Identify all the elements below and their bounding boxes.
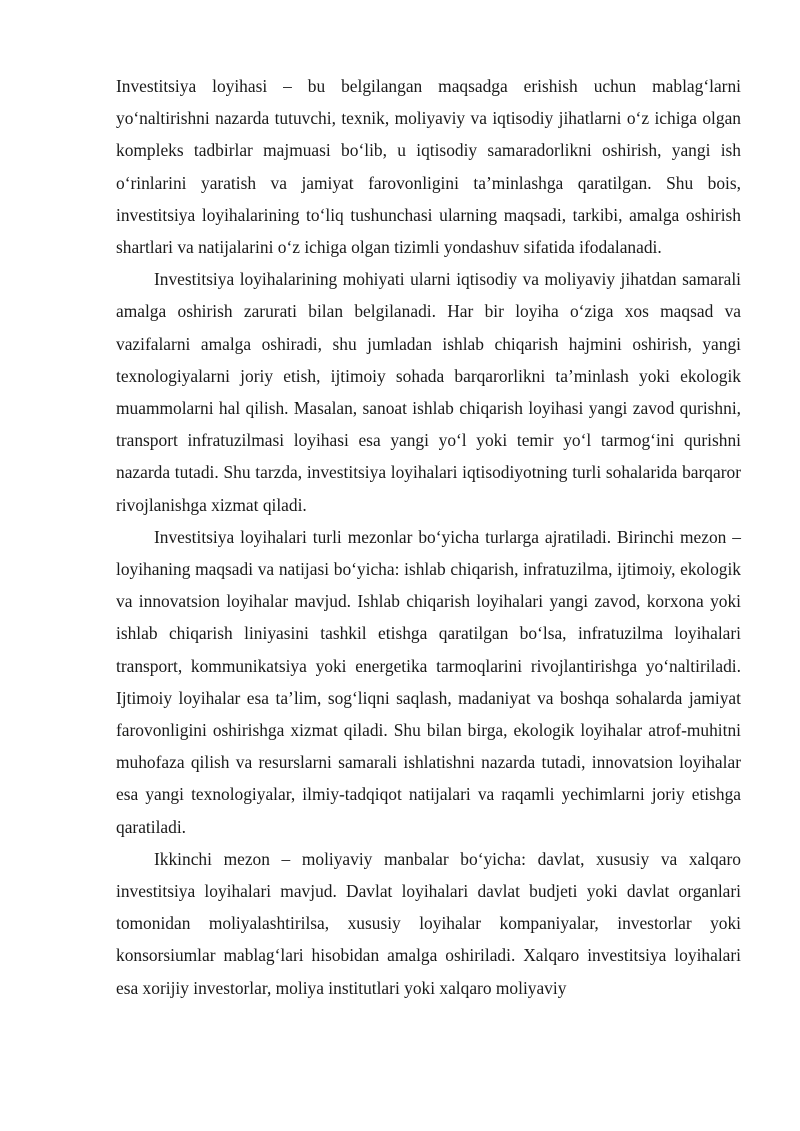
paragraph-1: Investitsiya loyihasi – bu belgilangan maqsadga erishish uchun mablag‘larni yo‘naltirishni nazarda tutuvchi, texnik, moliyaviy va iqtisodiy jihatlarni o‘z ichiga olgan kompleks tadbirlar majmuasi bo‘lib, u iqtisodiy samaradorlikni oshirish, yangi ish o‘rinlarini yaratish va jamiyat farovonligini ta’minlashga qaratilgan. Shu bois, investitsiya loyihalarining to‘liq tushunchasi ularning maqsadi, tarkibi, amalga oshirish shartlari va natijalarini o‘z ichiga olgan tizimli yondashuv sifatida ifodalanadi. xyxy=(116,76,741,258)
paragraph-2: Investitsiya loyihalarining mohiyati ularni iqtisodiy va moliyaviy jihatdan samarali amalga oshirish zarurati bilan belgilanadi. Har bir loyiha o‘ziga xos maqsad va vazifalarni amalga oshiradi, shu jumladan ishlab chiqarish hajmini oshirish, yangi texnologiyalarni joriy etish, ijtimoiy sohada barqarorlikni ta’minlash yoki ekologik muammolarni hal qilish. Masalan, sanoat ishlab chiqarish loyihasi yangi zavod qurishni, transport infratuzilmasi loyihasi esa yangi yo‘l yoki temir yo‘l tarmog‘ini qurishni nazarda tutadi. Shu tarzda, investitsiya loyihalari iqtisodiyotning turli sohalarida barqaror rivojlanishga xizmat qiladi. xyxy=(116,269,741,515)
paragraph-3: Investitsiya loyihalari turli mezonlar bo‘yicha turlarga ajratiladi. Birinchi mezon – loyihaning maqsadi va natijasi bo‘yicha: ishlab chiqarish, infratuzilma, ijtimoiy, ekologik va innovatsion loyihalar mavjud. Ishlab chiqarish loyihalari yangi zavod, korxona yoki ishlab chiqarish liniyasini tashkil etishga qaratilgan bo‘lsa, infratuzilma loyihalari transport, kommunikatsiya yoki energetika tarmoqlarini rivojlantirishga yo‘naltiriladi. Ijtimoiy loyihalar esa ta’lim, sog‘liqni saqlash, madaniyat va boshqa sohalarda jamiyat farovonligini oshirishga xizmat qiladi. Shu bilan birga, ekologik loyihalar atrof-muhitni muhofaza qilish va resurslarni samarali ishlatishni nazarda tutadi, innovatsion loyihalar esa yangi texnologiyalar, ilmiy-tadqiqot natijalari va raqamli yechimlarni joriy etishga qaratiladi. xyxy=(116,526,741,837)
paragraph-4: Ikkinchi mezon – moliyaviy manbalar bo‘yicha: davlat, xususiy va xalqaro investitsiya loyihalari mavjud. Davlat loyihalari davlat budjeti yoki davlat organlari tomonidan moliyalashtirilsa, xususiy loyihalar kompaniyalar, investorlar yoki konsorsiumlar mablag‘lari hisobidan amalga oshiriladi. Xalqaro investitsiya loyihalari esa xorijiy investorlar, moliya institutlari yoki xalqaro moliyaviy xyxy=(116,848,741,998)
document-page xyxy=(116,70,741,1004)
